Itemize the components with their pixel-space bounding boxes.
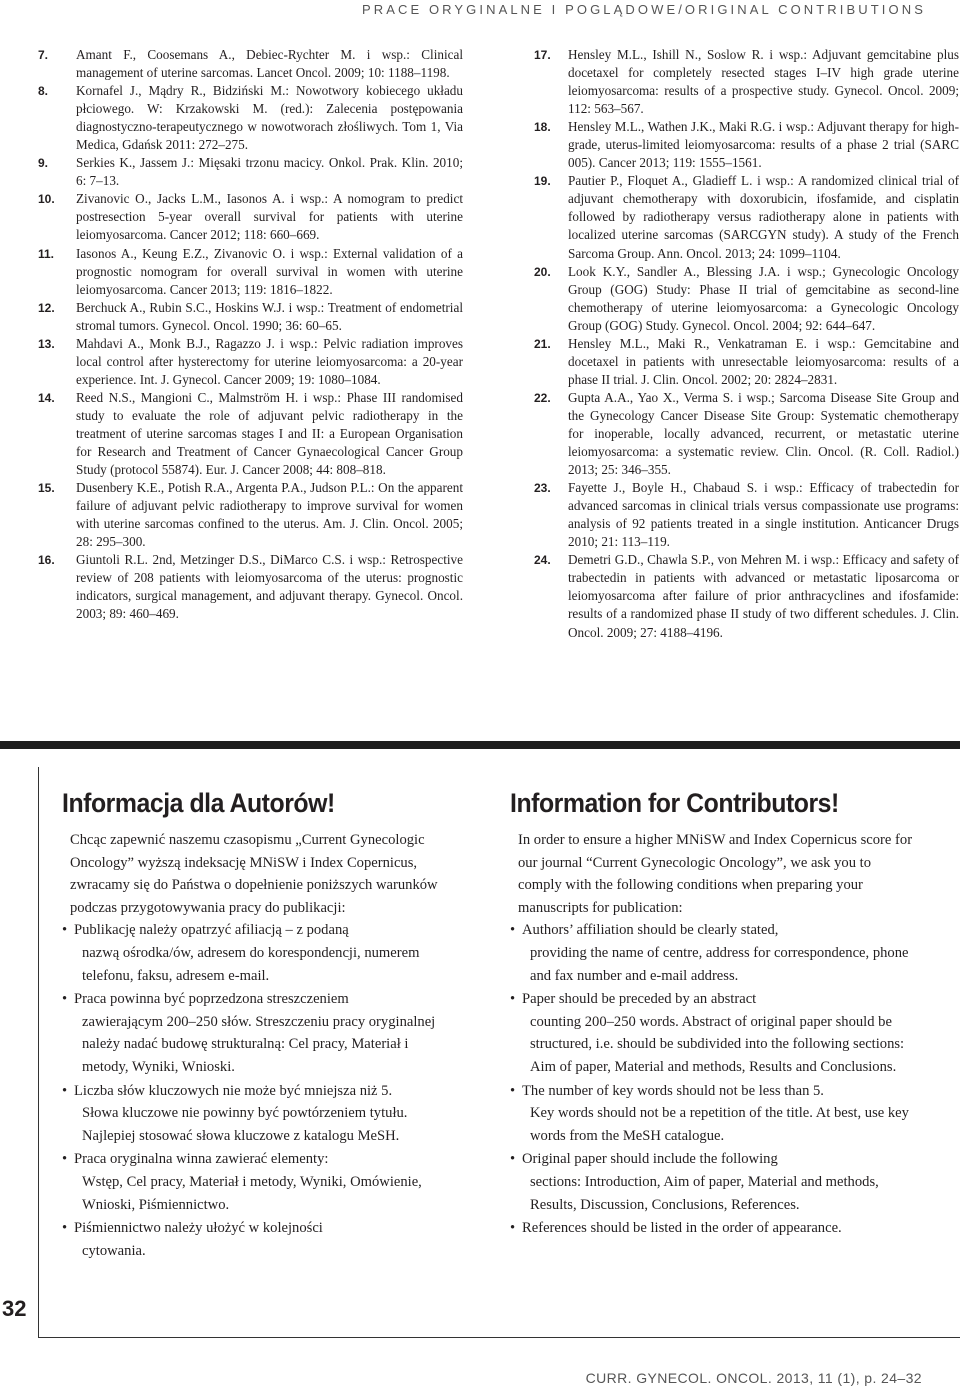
reference-number: 14.	[38, 390, 55, 405]
reference-number: 15.	[38, 481, 55, 496]
guideline-continuation: counting 200–250 words. Abstract of original paper should be structured, i.e. should be subdivided into the following sections: Aim of paper, Material and methods, Results and Conclusions.	[530, 1013, 905, 1075]
reference-item	[534, 335, 959, 389]
reference-item	[38, 245, 463, 299]
guideline-item	[510, 988, 915, 1078]
reference-number: 8.	[38, 84, 49, 99]
reference-text: Iasonos A., Keung E.Z., Zivanovic O. i wsp.: External validation of a prognostic nomogram for overall survival in women with uterine leiomyosarcoma. Cancer 2013; 119: 1816–1822.	[76, 245, 463, 297]
guideline-continuation: nazwą ośrodka/ów, adresem do korespondencji, numerem telefonu, faksu, adresem e-mail.	[82, 944, 420, 984]
reference-text: Look K.Y., Sandler A., Blessing J.A. i wsp.; Gynecologic Oncology Group (GOG) Study: Phase II trial of gemcitabine as second-line chemotherapy of uterine leiomyosarcoma: a Gynecologic Oncology Group (GOG) Study. Gynecol. Oncol. 2004; 92: 644–647.	[568, 263, 959, 333]
guideline-item	[510, 1080, 915, 1148]
reference-number: 10.	[38, 192, 55, 207]
guideline-head: Praca powinna być poprzedzona streszczeniem	[74, 991, 349, 1008]
info-pl-intro: Chcąc zapewnić naszemu czasopismu „Current Gynecologic Oncology” wyższą indeksację MNiSW i Index Copernicus, zwracamy się do Państwa o dopełnienie poniższych warunków podczas przygotowywania pracy do publikacji:	[70, 832, 438, 916]
reference-item	[534, 551, 959, 641]
guideline-continuation: cytowania.	[82, 1242, 146, 1259]
reference-text: Gupta A.A., Yao X., Verma S. i wsp.; Sarcoma Disease Site Group and the Gynecology Cancer Disease Site Group: Systematic chemotherapy for inoperable, locally advanced, recurrent, or metastatic uterine leiomyosarcoma: a systematic review. Clin. Oncol. (R. Coll. Radiol.) 2013; 25: 346–355.	[568, 389, 959, 478]
reference-item	[38, 46, 463, 82]
guideline-item	[510, 919, 915, 987]
reference-number: 16.	[38, 553, 55, 568]
reference-item	[38, 82, 463, 154]
guideline-item	[62, 1217, 457, 1262]
reference-text: Kornafel J., Mądry R., Bidziński M.: Nowotwory kobiecego układu płciowego. W: Krzakowski M. (red.): Zalecenia postępowania diagnostyczno-terapeutycznego w nowotworach złośliwych. Tom 1, Via Medica, Gdańsk 2011: 272–275.	[76, 83, 463, 153]
reference-item	[534, 389, 959, 479]
reference-item	[38, 335, 463, 389]
reference-number: 24.	[534, 553, 551, 568]
info-pl-title: Informacja dla Autorów!	[62, 788, 335, 818]
reference-number: 20.	[534, 264, 551, 279]
reference-number: 9.	[38, 156, 49, 171]
reference-text: Pautier P., Floquet A., Gladieff L. i wsp.: A randomized clinical trial of adjuvant chemotherapy with doxorubicin, ifosfamide, and cisplatin followed by radiotherapy versus radiotherapy alone in patients with localized uterine sarcomas (SARCGYN study). A study of the French Sarcoma Group. Ann. Oncol. 2013; 24: 1099–1104.	[568, 173, 959, 261]
reference-number: 21.	[534, 336, 551, 351]
guideline-continuation: Słowa kluczowe nie powinny być powtórzeniem tytułu. Najlepiej stosować słowa kluczowe z katalogu MeSH.	[82, 1105, 408, 1144]
bottom-rule	[38, 1337, 960, 1338]
reference-text: Zivanovic O., Jacks L.M., Iasonos A. i wsp.: A nomogram to predict postresection 5-year overall survival for patients with uterine leiomyosarcoma. Cancer 2012; 118: 660–669.	[76, 191, 463, 243]
reference-number: 23.	[534, 481, 551, 496]
info-en-title: Information for Contributors!	[510, 788, 839, 818]
info-pl-list	[62, 919, 457, 1262]
reference-item	[38, 389, 463, 479]
guideline-head: Paper should be preceded by an abstract	[522, 991, 757, 1008]
reference-text: Hensley M.L., Wathen J.K., Maki R.G. i wsp.: Adjuvant therapy for high-grade, uterus-limited leiomyosarcoma: results of a phase 2 trial (SARC 005). Cancer 2013; 119: 1555–1561.	[568, 119, 959, 171]
running-header: PRACE ORYGINALNE I POGLĄDOWE/ORIGINAL CONTRIBUTIONS	[361, 2, 926, 17]
reference-number: 22.	[534, 390, 551, 405]
reference-text: Giuntoli R.L. 2nd, Metzinger D.S., DiMarco C.S. i wsp.: Retrospective review of 208 patients with leiomyosarcoma of the uterus: prognostic indicators, surgical management, and adjuvant therapy. Gynecol. Oncol. 2003; 89: 460–469.	[76, 552, 463, 622]
guideline-continuation: Key words should not be a repetition of the title. At best, use key words from the MeSH catalogue.	[530, 1105, 909, 1144]
references-right-column	[534, 46, 959, 642]
reference-item	[38, 479, 463, 551]
guideline-head: Praca oryginalna winna zawierać elementy:	[74, 1151, 329, 1168]
reference-text: Mahdavi A., Monk B.J., Ragazzo J. i wsp.: Pelvic radiation improves local control after hysterectomy for uterine leiomyosarcoma: a 20-year experience. Int. J. Gynecol. Cancer 2009; 19: 1080–1084.	[76, 335, 463, 387]
reference-number: 19.	[534, 174, 551, 189]
info-en-intro: In order to ensure a higher MNiSW and Index Copernicus score for our journal “Current Gynecologic Oncology”, we ask you to comply with the following conditions when preparing your manuscripts for publication:	[518, 832, 913, 916]
reference-item	[534, 46, 959, 118]
info-for-authors-pl	[62, 788, 457, 1263]
guideline-item	[510, 1217, 915, 1240]
reference-text: Serkies K., Jassem J.: Mięsaki trzonu macicy. Onkol. Prak. Klin. 2010; 6: 7–13.	[76, 155, 463, 189]
reference-item	[534, 172, 959, 262]
reference-text: Reed N.S., Mangioni C., Malmström H. i wsp.: Phase III randomised study to evaluate the role of adjuvant pelvic radiotherapy in the treatment of uterine sarcomas stages I and II: a European Organisation for Research and Treatment of Cancer Gynaecological Cancer Group Study (protocol 55874). Eur. J. Cancer 2008; 44: 808–818.	[76, 389, 463, 478]
guideline-continuation: zawierającym 200–250 słów. Streszczeniu pracy oryginalnej należy nadać budowę strukturalną: Cel pracy, Materiał i metody, Wyniki, Wnioski.	[82, 1013, 436, 1075]
guideline-continuation: sections: Introduction, Aim of paper, Material and methods, Results, Discussion, Conclusions, References.	[530, 1173, 879, 1213]
reference-number: 11.	[38, 246, 55, 261]
reference-text: Fayette J., Boyle H., Chabaud S. i wsp.: Efficacy of trabectedin for advanced sarcomas in clinical trials versus compassionate use programs: analysis of 92 patients treated in a single institution. Anticancer Drugs 2010; 21: 113–119.	[568, 480, 959, 550]
page-number: 32	[2, 1296, 27, 1321]
reference-item	[534, 263, 959, 335]
guideline-head: Publikację należy opatrzyć afiliacją – z podaną	[74, 922, 349, 939]
guideline-head: Original paper should include the following	[522, 1151, 778, 1168]
guideline-item	[62, 988, 457, 1078]
reference-text: Berchuck A., Rubin S.C., Hoskins W.J. i wsp.: Treatment of endometrial stromal tumors. Gynecol. Oncol. 1990; 36: 60–65.	[76, 299, 463, 333]
guideline-item	[510, 1148, 915, 1216]
guideline-head: The number of key words should not be less than 5.	[522, 1082, 824, 1099]
reference-item	[38, 299, 463, 335]
guideline-item	[62, 1080, 457, 1148]
reference-text: Hensley M.L., Ishill N., Soslow R. i wsp.: Adjuvant gemcitabine plus docetaxel for completely resected stages I–IV high grade uterine leiomyosarcoma: results of a prospective study. Gynecol. Oncol. 2009; 112: 563–567.	[568, 47, 959, 117]
reference-number: 13.	[38, 336, 55, 351]
reference-item	[38, 154, 463, 190]
guideline-head: Liczba słów kluczowych nie może być mniejsza niż 5.	[74, 1082, 393, 1099]
reference-number: 7.	[38, 48, 49, 62]
reference-item	[534, 118, 959, 172]
reference-number: 17.	[534, 48, 551, 62]
reference-number: 12.	[38, 300, 55, 315]
info-en-list	[510, 919, 915, 1239]
guideline-continuation: Wstęp, Cel pracy, Materiał i metody, Wyniki, Omówienie, Wnioski, Piśmiennictwo.	[82, 1173, 422, 1213]
guideline-continuation: providing the name of centre, address for correspondence, phone and fax number and e-mail address.	[530, 944, 909, 984]
reference-item	[534, 479, 959, 551]
section-divider	[0, 741, 960, 749]
reference-text: Hensley M.L., Maki R., Venkatraman E. i wsp.: Gemcitabine and docetaxel in patients with unresectable leiomyosarcoma: results of a phase II trial. J. Clin. Oncol. 2002; 20: 2824–2831.	[568, 335, 959, 387]
reference-text: Amant F., Coosemans A., Debiec-Rychter M. i wsp.: Clinical management of uterine sarcomas. Lancet Oncol. 2009; 10: 1188–1198.	[76, 47, 463, 81]
info-for-contributors-en	[510, 788, 915, 1241]
guideline-head: Piśmiennictwo należy ułożyć w kolejności	[74, 1220, 323, 1237]
references-left-column	[38, 46, 463, 624]
guideline-head: Authors’ affiliation should be clearly stated,	[522, 922, 779, 939]
reference-item	[38, 190, 463, 244]
journal-citation-footer: CURR. GYNECOL. ONCOL. 2013, 11 (1), p. 24–32	[585, 1370, 922, 1386]
guideline-item	[62, 1148, 457, 1216]
reference-item	[38, 551, 463, 623]
reference-number: 18.	[534, 120, 551, 135]
reference-text: Demetri G.D., Chawla S.P., von Mehren M. i wsp.: Efficacy and safety of trabectedin in patients with advanced or metastatic liposarcoma or leiomyosarcoma after failure of prior anthracyclines and ifosfamide: results of a randomized phase II study of two different schedules. J. Clin. Oncol. 2009; 27: 4188–4196.	[568, 552, 959, 640]
reference-text: Dusenbery K.E., Potish R.A., Argenta P.A., Judson P.L.: On the apparent failure of adjuvant pelvic radiotherapy to improve survival for women with uterine sarcomas confined to the uterus. Am. J. Clin. Oncol. 2005; 28: 295–300.	[76, 480, 463, 550]
vertical-rule	[38, 767, 39, 1337]
guideline-item	[62, 919, 457, 987]
guideline-head: References should be listed in the order of appearance.	[522, 1220, 842, 1237]
